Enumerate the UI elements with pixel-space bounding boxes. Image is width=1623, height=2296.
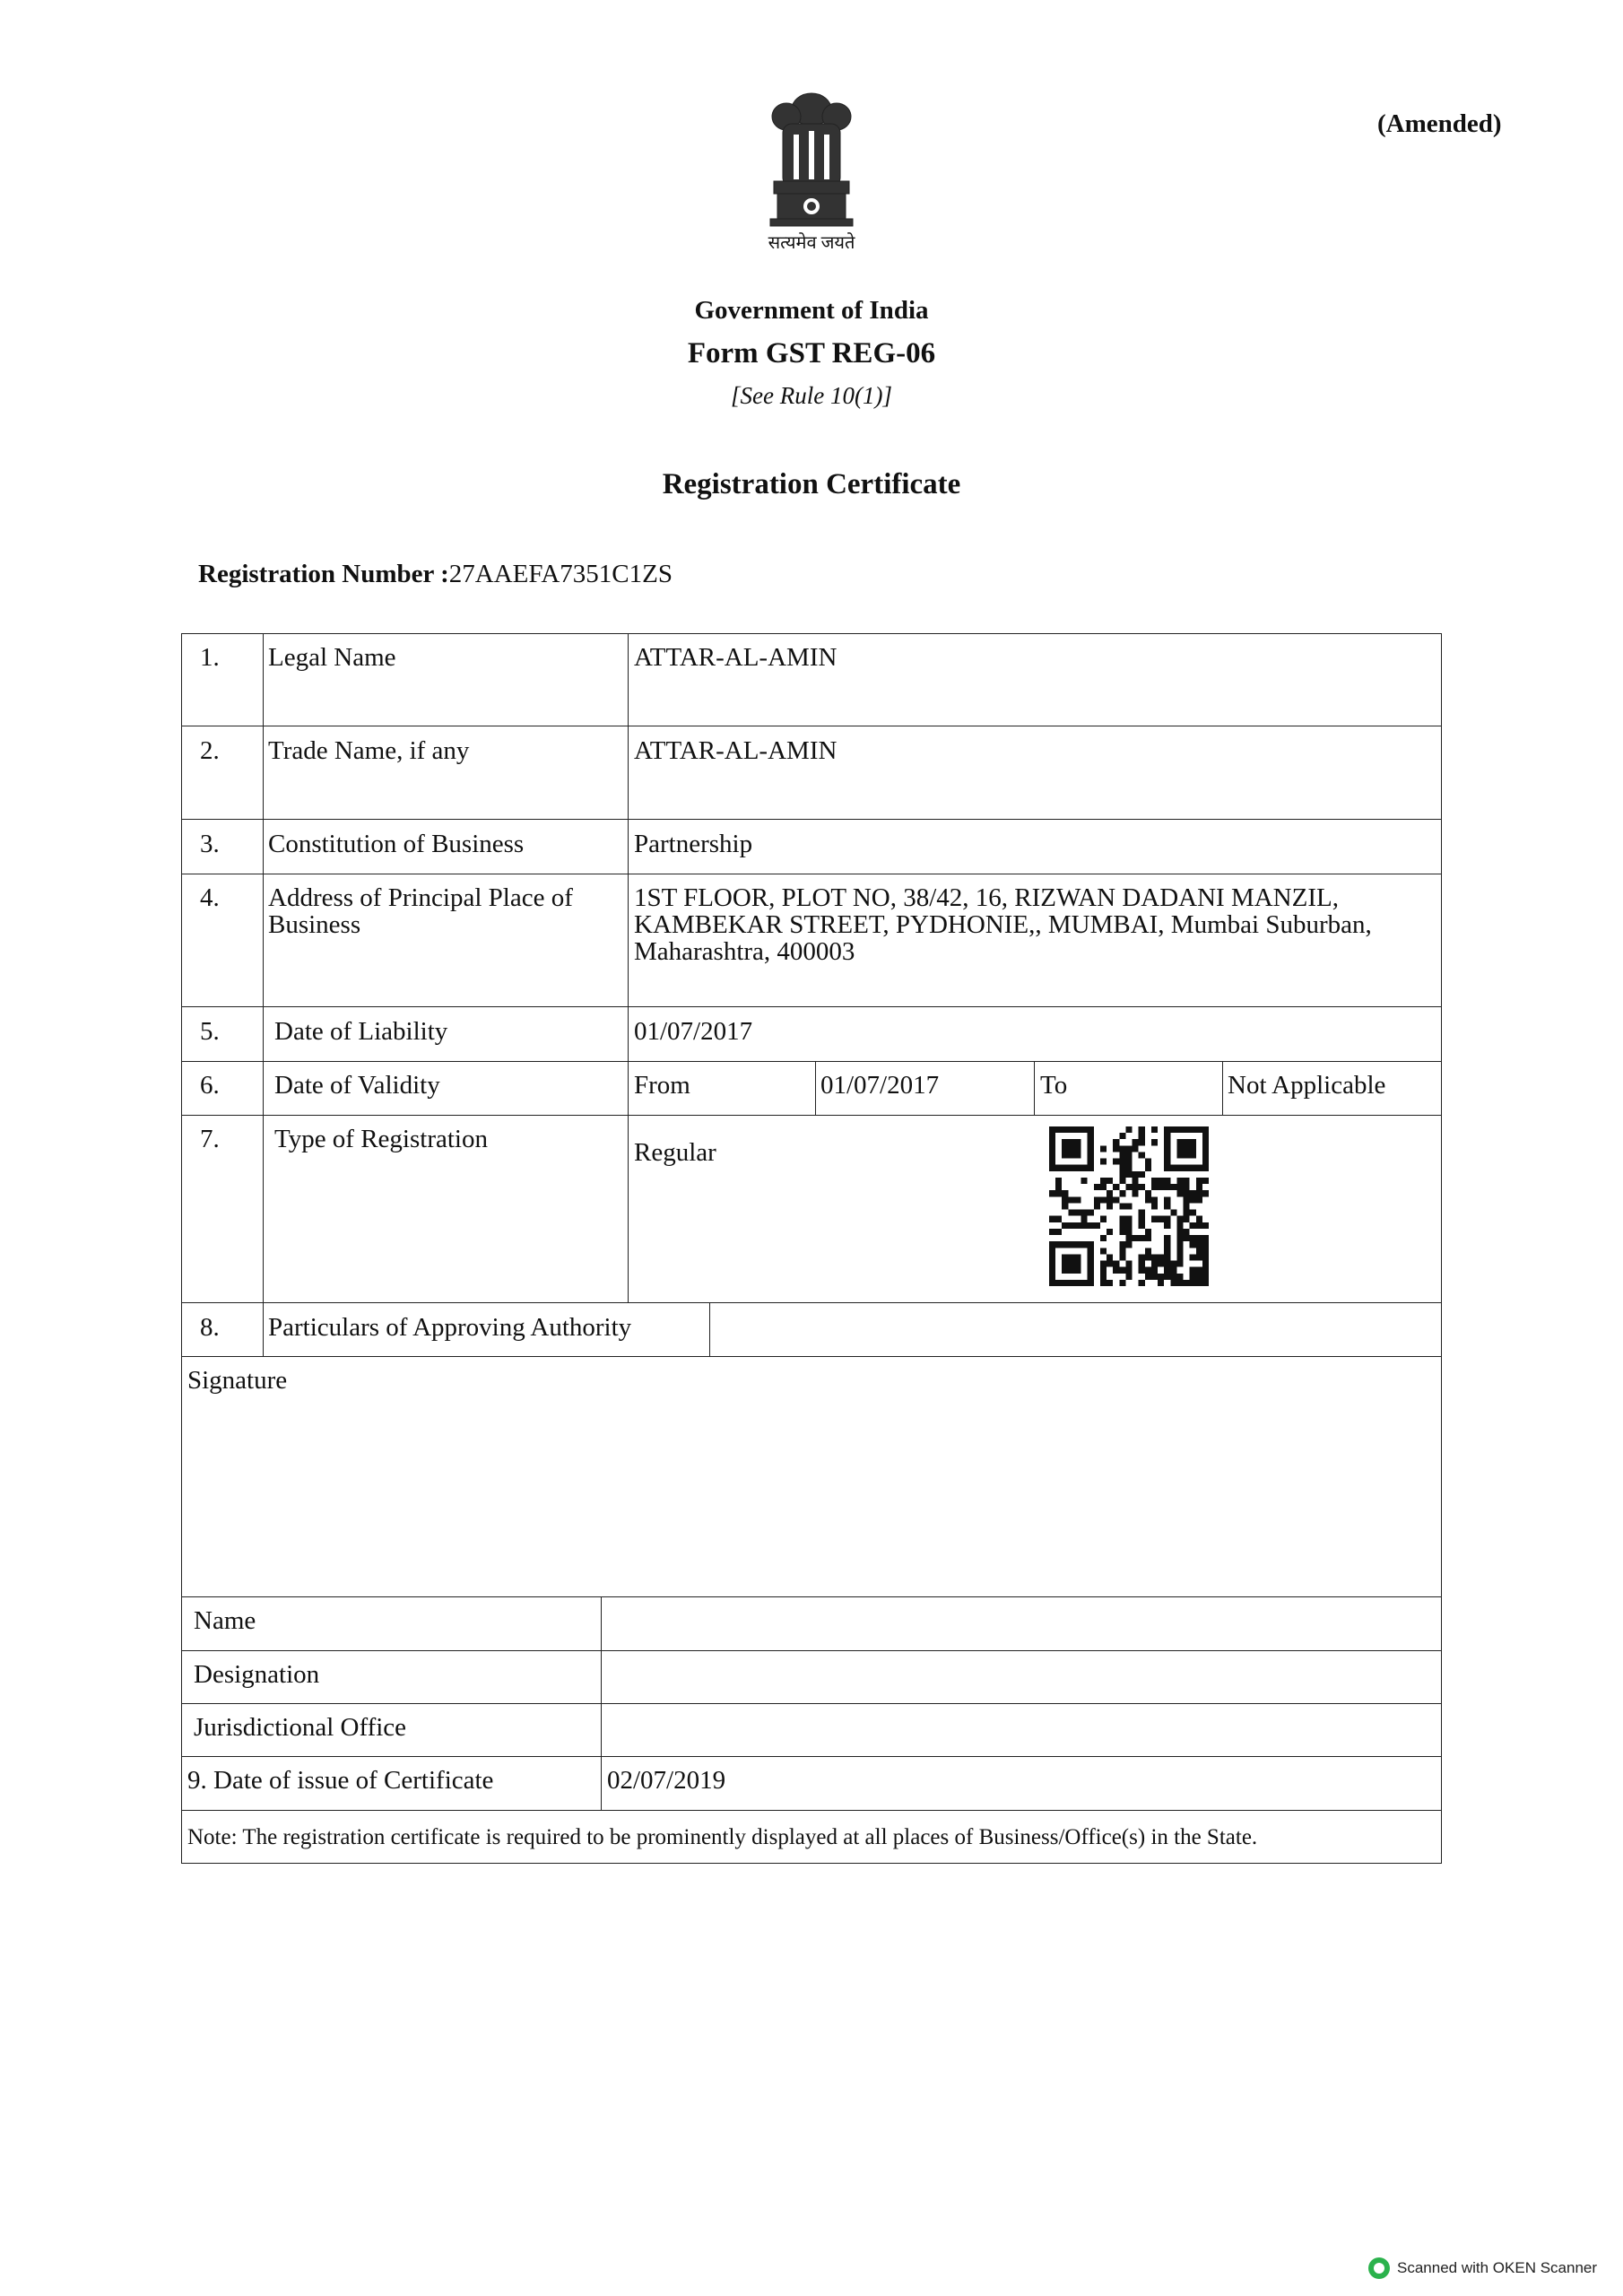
address-line-2: KAMBEKAR STREET, PYDHONIE,, MUMBAI, Mumbai Suburban, bbox=[634, 910, 1372, 939]
certificate-table bbox=[181, 633, 1442, 1864]
row-1-number: 1. bbox=[200, 643, 220, 672]
form-title: Form GST REG-06 bbox=[687, 337, 936, 370]
issue-date-label: 9. Date of issue of Certificate bbox=[187, 1766, 494, 1795]
row-6-number: 6. bbox=[200, 1071, 220, 1100]
name-label: Name bbox=[194, 1606, 256, 1635]
legal-name-label: Legal Name bbox=[268, 643, 396, 672]
address-line-3: Maharashtra, 400003 bbox=[634, 937, 855, 966]
issue-date-value: 02/07/2019 bbox=[607, 1766, 726, 1795]
constitution-label: Constitution of Business bbox=[268, 830, 525, 858]
row-2-number: 2. bbox=[200, 736, 220, 765]
scanner-watermark bbox=[1368, 2257, 1597, 2279]
liability-date-value: 01/07/2017 bbox=[634, 1017, 753, 1046]
certificate-title: Registration Certificate bbox=[662, 468, 961, 500]
registration-type-label: Type of Registration bbox=[274, 1125, 488, 1153]
address-label-line-2: Business bbox=[268, 910, 361, 939]
national-emblem-icon bbox=[749, 81, 874, 251]
rule-reference: [See Rule 10(1)] bbox=[731, 382, 892, 409]
scanner-logo-icon bbox=[1368, 2257, 1390, 2279]
scanner-watermark-text: Scanned with OKEN Scanner bbox=[1397, 2259, 1598, 2276]
jurisdictional-office-label: Jurisdictional Office bbox=[194, 1713, 407, 1742]
registration-number-value: 27AAEFA7351C1ZS bbox=[448, 560, 673, 588]
liability-date-label: Date of Liability bbox=[274, 1017, 448, 1046]
constitution-value: Partnership bbox=[634, 830, 753, 858]
amended-mark: (Amended) bbox=[1377, 109, 1502, 138]
validity-to-value: Not Applicable bbox=[1228, 1071, 1386, 1100]
address-label-line-1: Address of Principal Place of bbox=[268, 883, 573, 912]
approving-authority-label: Particulars of Approving Authority bbox=[268, 1313, 632, 1342]
validity-to-label: To bbox=[1040, 1071, 1068, 1100]
trade-name-value: ATTAR-AL-AMIN bbox=[634, 736, 838, 765]
registration-number bbox=[198, 560, 673, 589]
row-5-number: 5. bbox=[200, 1017, 220, 1046]
legal-name-value: ATTAR-AL-AMIN bbox=[634, 643, 838, 672]
validity-date-label: Date of Validity bbox=[274, 1071, 440, 1100]
trade-name-label: Trade Name, if any bbox=[268, 736, 470, 765]
row-3-number: 3. bbox=[200, 830, 220, 858]
address-line-1: 1ST FLOOR, PLOT NO, 38/42, 16, RIZWAN DADANI MANZIL, bbox=[634, 883, 1339, 912]
registration-type-value: Regular bbox=[634, 1138, 716, 1167]
row-4-number: 4. bbox=[200, 883, 220, 912]
government-title: Government of India bbox=[694, 296, 929, 325]
qr-code-icon bbox=[1049, 1126, 1209, 1286]
registration-number-label: Registration Number : bbox=[198, 560, 449, 588]
row-8-number: 8. bbox=[200, 1313, 220, 1342]
validity-from-label: From bbox=[634, 1071, 690, 1100]
validity-from-value: 01/07/2017 bbox=[820, 1071, 940, 1100]
signature-label: Signature bbox=[187, 1366, 288, 1395]
row-7-number: 7. bbox=[200, 1125, 220, 1153]
display-note: Note: The registration certificate is required to be prominently displayed at all places of Business/Office(s) in the State. bbox=[187, 1825, 1258, 1849]
emblem-motto: सत्यमेव जयते bbox=[768, 233, 855, 253]
designation-label: Designation bbox=[194, 1660, 320, 1689]
